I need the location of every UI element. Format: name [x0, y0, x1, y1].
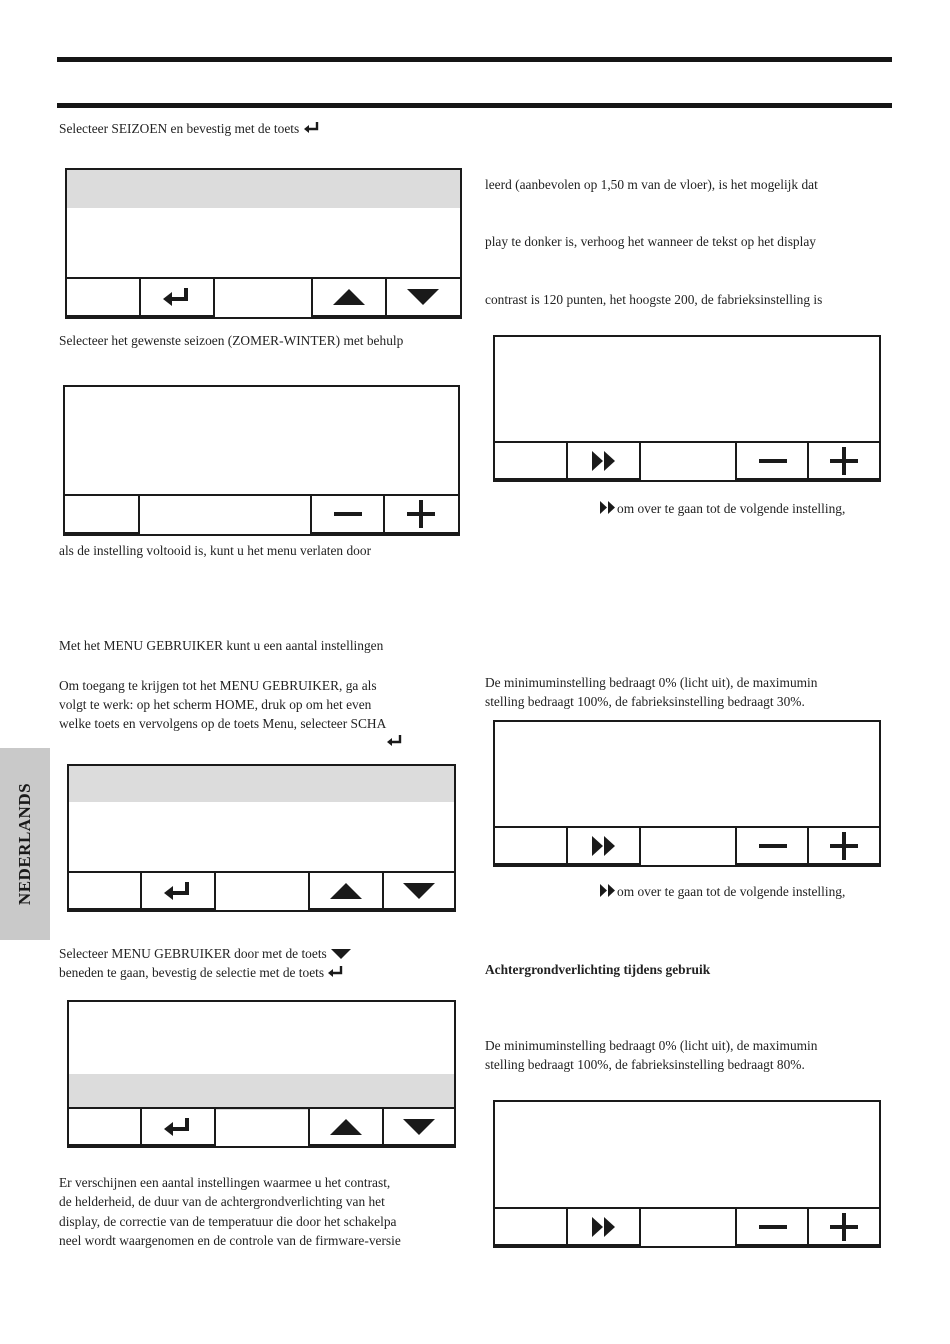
up-button[interactable] — [308, 871, 384, 910]
lcd-contrast — [493, 335, 881, 482]
selected-row-highlight — [67, 170, 460, 208]
triangle-up-icon — [329, 1118, 363, 1136]
lcd-button-gap — [641, 826, 737, 865]
right-paragraph-5-line-2: stelling bedraagt 100%, de fabrieksinstelling bedraagt 30%. — [485, 694, 805, 709]
minus-button[interactable] — [310, 494, 386, 534]
next-button[interactable] — [566, 1207, 641, 1246]
lcd-button-gap — [216, 871, 310, 910]
down-button[interactable] — [385, 277, 462, 317]
plus-icon — [830, 447, 858, 475]
double-arrow-icon — [591, 450, 617, 472]
left-paragraph-4: Met het MENU GEBRUIKER kunt u een aantal instellingen — [59, 638, 384, 653]
next-button[interactable] — [566, 826, 641, 865]
triangle-down-icon — [402, 882, 436, 900]
right-paragraph-3: contrast is 120 punten, het hoogste 200, de fabrieksinstelling is — [485, 292, 823, 307]
plus-icon — [830, 832, 858, 860]
enter-button[interactable] — [140, 1107, 216, 1146]
plus-icon — [830, 1213, 858, 1241]
triangle-down-icon — [402, 1118, 436, 1136]
up-button[interactable] — [311, 277, 387, 317]
double-arrow-icon — [591, 1216, 617, 1238]
plus-button[interactable] — [383, 494, 460, 534]
lcd-button-gap — [215, 277, 313, 317]
lcd-button-blank[interactable] — [67, 1107, 143, 1146]
triangle-up-icon — [329, 882, 363, 900]
second-rule — [57, 103, 892, 108]
enter-icon — [163, 1116, 193, 1138]
selected-row-highlight — [69, 1074, 454, 1110]
left-paragraph-2: Selecteer het gewenste seizoen (ZOMER-WINTER) met behulp — [59, 333, 404, 348]
left-paragraph-5-line-1: Om toegang te krijgen tot het MENU GEBRUIKER, ga als — [59, 678, 377, 693]
lcd-button-gap — [216, 1107, 310, 1146]
enter-icon — [163, 880, 193, 902]
right-paragraph-7-line-1: De minimuminstelling bedraagt 0% (licht uit), de maximumin — [485, 1038, 818, 1053]
minus-icon — [759, 1224, 787, 1230]
lcd-menu-select — [67, 764, 456, 912]
language-tab-label: NEDERLANDS — [15, 782, 34, 906]
right-paragraph-2: play te donker is, verhoog het wanneer de tekst op het display — [485, 234, 816, 249]
lcd-season-value — [63, 385, 460, 536]
lcd-button-gap — [641, 441, 737, 480]
left-paragraph-5-line-3: welke toets en vervolgens op de toets Menu, selecteer SCHA — [59, 716, 387, 731]
right-paragraph-4: om over te gaan tot de volgende instelling, — [599, 499, 845, 519]
enter-icon — [303, 121, 321, 135]
plus-icon — [407, 500, 435, 528]
minus-icon — [334, 511, 362, 517]
enter-icon — [162, 286, 192, 308]
top-rule — [57, 57, 892, 62]
lcd-brightness — [493, 720, 881, 867]
triangle-down-icon — [330, 948, 352, 960]
lcd-button-blank[interactable] — [493, 826, 569, 865]
left-paragraph-7-line-2: de helderheid, de duur van de achtergrondverlichting van het — [59, 1194, 385, 1209]
plus-button[interactable] — [807, 441, 881, 480]
selected-row-highlight — [69, 766, 454, 802]
left-paragraph-6-line-2: beneden te gaan, bevestig de selectie met de toets — [59, 963, 345, 983]
left-paragraph-3: als de instelling voltooid is, kunt u het menu verlaten door — [59, 543, 372, 558]
left-paragraph-1: Selecteer SEIZOEN en bevestig met de toets — [59, 119, 321, 139]
down-button[interactable] — [382, 871, 456, 910]
lcd-button-blank[interactable] — [63, 494, 140, 534]
lcd-button-blank[interactable] — [493, 1207, 569, 1246]
enter-icon — [386, 734, 404, 748]
left-paragraph-7-line-3: display, de correctie van de temperatuur die door het schakelpa — [59, 1214, 397, 1229]
right-paragraph-7-line-2: stelling bedraagt 100%, de fabrieksinstelling bedraagt 80%. — [485, 1057, 805, 1072]
triangle-up-icon — [332, 288, 366, 306]
lcd-user-menu-select — [67, 1000, 456, 1148]
lcd-button-gap — [641, 1207, 737, 1246]
enter-button[interactable] — [139, 277, 215, 317]
left-paragraph-7-line-4: neel wordt waargenomen en de controle van de firmware-versie — [59, 1233, 401, 1248]
right-paragraph-5-line-1: De minimuminstelling bedraagt 0% (licht uit), de maximumin — [485, 675, 818, 690]
lcd-button-gap — [137, 494, 313, 534]
double-arrow-icon — [599, 883, 617, 898]
lcd-button-blank[interactable] — [493, 441, 569, 480]
lcd-button-blank[interactable] — [67, 871, 143, 910]
section-heading: Achtergrondverlichting tijdens gebruik — [485, 962, 711, 977]
left-paragraph-5-line-2: volgt te werk: op het scherm HOME, druk op om het even — [59, 697, 372, 712]
left-paragraph-6-line-1: Selecteer MENU GEBRUIKER door met de toets — [59, 944, 352, 964]
minus-icon — [759, 458, 787, 464]
left-paragraph-7-line-1: Er verschijnen een aantal instellingen waarmee u het contrast, — [59, 1175, 391, 1190]
enter-button[interactable] — [140, 871, 216, 910]
right-paragraph-1: leerd (aanbevolen op 1,50 m van de vloer), is het mogelijk dat — [485, 177, 818, 192]
triangle-down-icon — [406, 288, 440, 306]
lcd-button-blank[interactable] — [65, 277, 142, 317]
enter-icon — [327, 965, 345, 979]
minus-icon — [759, 843, 787, 849]
lcd-season-select — [65, 168, 462, 319]
language-side-tab — [0, 748, 50, 940]
up-button[interactable] — [308, 1107, 384, 1146]
double-arrow-icon — [599, 500, 617, 515]
lcd-backlight — [493, 1100, 881, 1248]
plus-button[interactable] — [807, 1207, 881, 1246]
double-arrow-icon — [591, 835, 617, 857]
minus-button[interactable] — [735, 441, 810, 480]
right-paragraph-6: om over te gaan tot de volgende instelling, — [599, 882, 845, 902]
plus-button[interactable] — [807, 826, 881, 865]
down-button[interactable] — [382, 1107, 456, 1146]
minus-button[interactable] — [735, 826, 810, 865]
next-button[interactable] — [566, 441, 641, 480]
minus-button[interactable] — [735, 1207, 810, 1246]
